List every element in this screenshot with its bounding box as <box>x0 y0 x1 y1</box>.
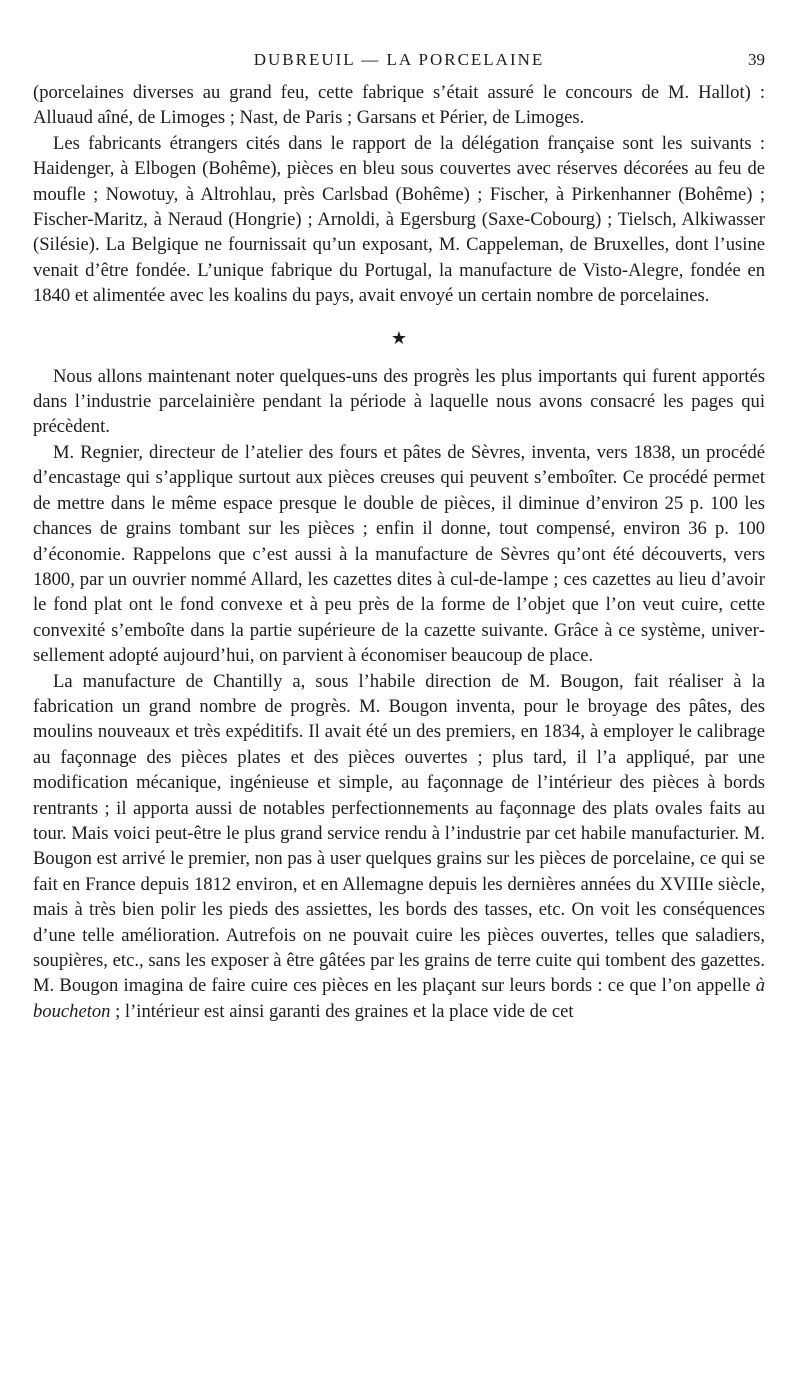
running-title: DUBREUIL — LA PORCELAINE <box>253 50 545 69</box>
book-page <box>33 50 765 1024</box>
paragraph-foreign-manufacturers: Les fabricants étrangers cités dans le rapport de la délégation française sont les suivants : Haidenger, à Elbogen (Bohême), pièces en bleu sous couvertes avec réserves décorées au feu de moufle ; Nowotuy, à Altrohlau, près Carlsbad (Bohême) ; Fischer, à Pirkenhanner (Bohême) ; Fischer-Maritz, à Neraud (Hongrie) ; Arnoldi, à Egersburg (Saxe-Cobourg) ; Tielsch, Alkiwasser (Silésie). La Belgique ne fournissait qu’un exposant, M. Cappeleman, de Bruxelles, dont l’usine venait d’être fondée. L’unique fabrique du Portugal, la manufacture de Visto-Alegre, fondée en 1840 et alimentée avec les koalins du pays, avait envoyé un certain nombre de porcelaines. <box>33 132 765 307</box>
page-number: 39 <box>748 50 765 69</box>
term-boucheton: à boucheton <box>33 975 766 1022</box>
body-text-bottom <box>33 364 765 1025</box>
paragraph-regnier: M. Regnier, directeur de l’atelier des fours et pâtes de Sèvres, inventa, vers 1838, un procédé d’encastage qui s’applique surtout aux pièces creuses qui peuvent s’emboîter. Ce procédé permet de mettre dans le même espace presque le double de pièces, il diminue d’environ 25 p. 100 les chances de grains tombant sur les pièces ; enfin il donne, tout compensé, environ 36 p. 100 d’économie. Rappelons que c’est aussi à la manufacture de Sèvres qu’ont été découverts, vers 1800, par un ouvrier nommé Allard, les cazettes dites à cul-de-lampe ; ces cazettes au lieu d’avoir le fond plat ont le fond convexe et à peu près de la forme de l’objet que l’on veut cuire, cette convexité s’emboîte dans la partie supérieure de la cazette suivante. Grâce à ce système, universellement adopté aujourd’hui, on parvient à économiser beaucoup de place. <box>33 441 765 667</box>
paragraph-progress-intro: Nous allons maintenant noter quelques-uns des progrès les plus importants qui furent apportés dans l’industrie parcelainière pendant la période à laquelle nous avons consacré les pages qui précèdent. <box>33 365 765 438</box>
paragraph-continued: (porcelaines diverses au grand feu, cette fabrique s’était assuré le concours de M. Hallot) : Alluaud aîné, de Limoges ; Nast, de Paris ; Garsans et Périer, de Limoges. <box>33 82 765 129</box>
body-text-top <box>33 80 765 309</box>
paragraph-chantilly <box>33 669 765 1025</box>
paragraph-chantilly-end: ; l’intérieur est ainsi garanti des graines et la place vide de cet <box>110 1000 574 1022</box>
section-star-icon: ★ <box>390 327 408 348</box>
running-head <box>33 50 765 74</box>
paragraph-chantilly-main: La manufacture de Chantilly a, sous l’habile direction de M. Bougon, fait réaliser à la fabrication un grand nombre de progrès. M. Bougon inventa, pour le broyage des pâtes, des moulins nouveaux et très expéditifs. Il avait été un des premiers, en 1834, à employer le calibrage au façonnage des pièces plates et des pièces ouvertes ; plus tard, il l’a appliqué, par une modification mécanique, ingénieuse et simple, au façonnage de l’intérieur des pièces à bords rentrants ; il apporta aussi de notables perfectionnements au façonnage des plats ovales faits au tour. Mais voici peut-être le plus grand service rendu à l’industrie par cet habile manufacturier. M. Bougon est arrivé le premier, non pas à user quelques grains sur les pièces de porcelaine, ce qui se fait en France depuis 1812 environ, et en Allemagne depuis les dernières années du XVIIIe siècle, mais à très bien polir les pieds des assiettes, les bords des tasses, etc. On voit les conséquences d’une telle amélioration. Autrefois on ne pouvait cuire les pièces ouvertes, telles que saladiers, soupières, etc., sans les exposer à être gâtées par les grains de terre cuite qui tombent des gazettes. M. Bougon imagina de faire cuire ces pièces en les plaçant sur leurs bords : ce que l’on appelle <box>33 670 765 997</box>
